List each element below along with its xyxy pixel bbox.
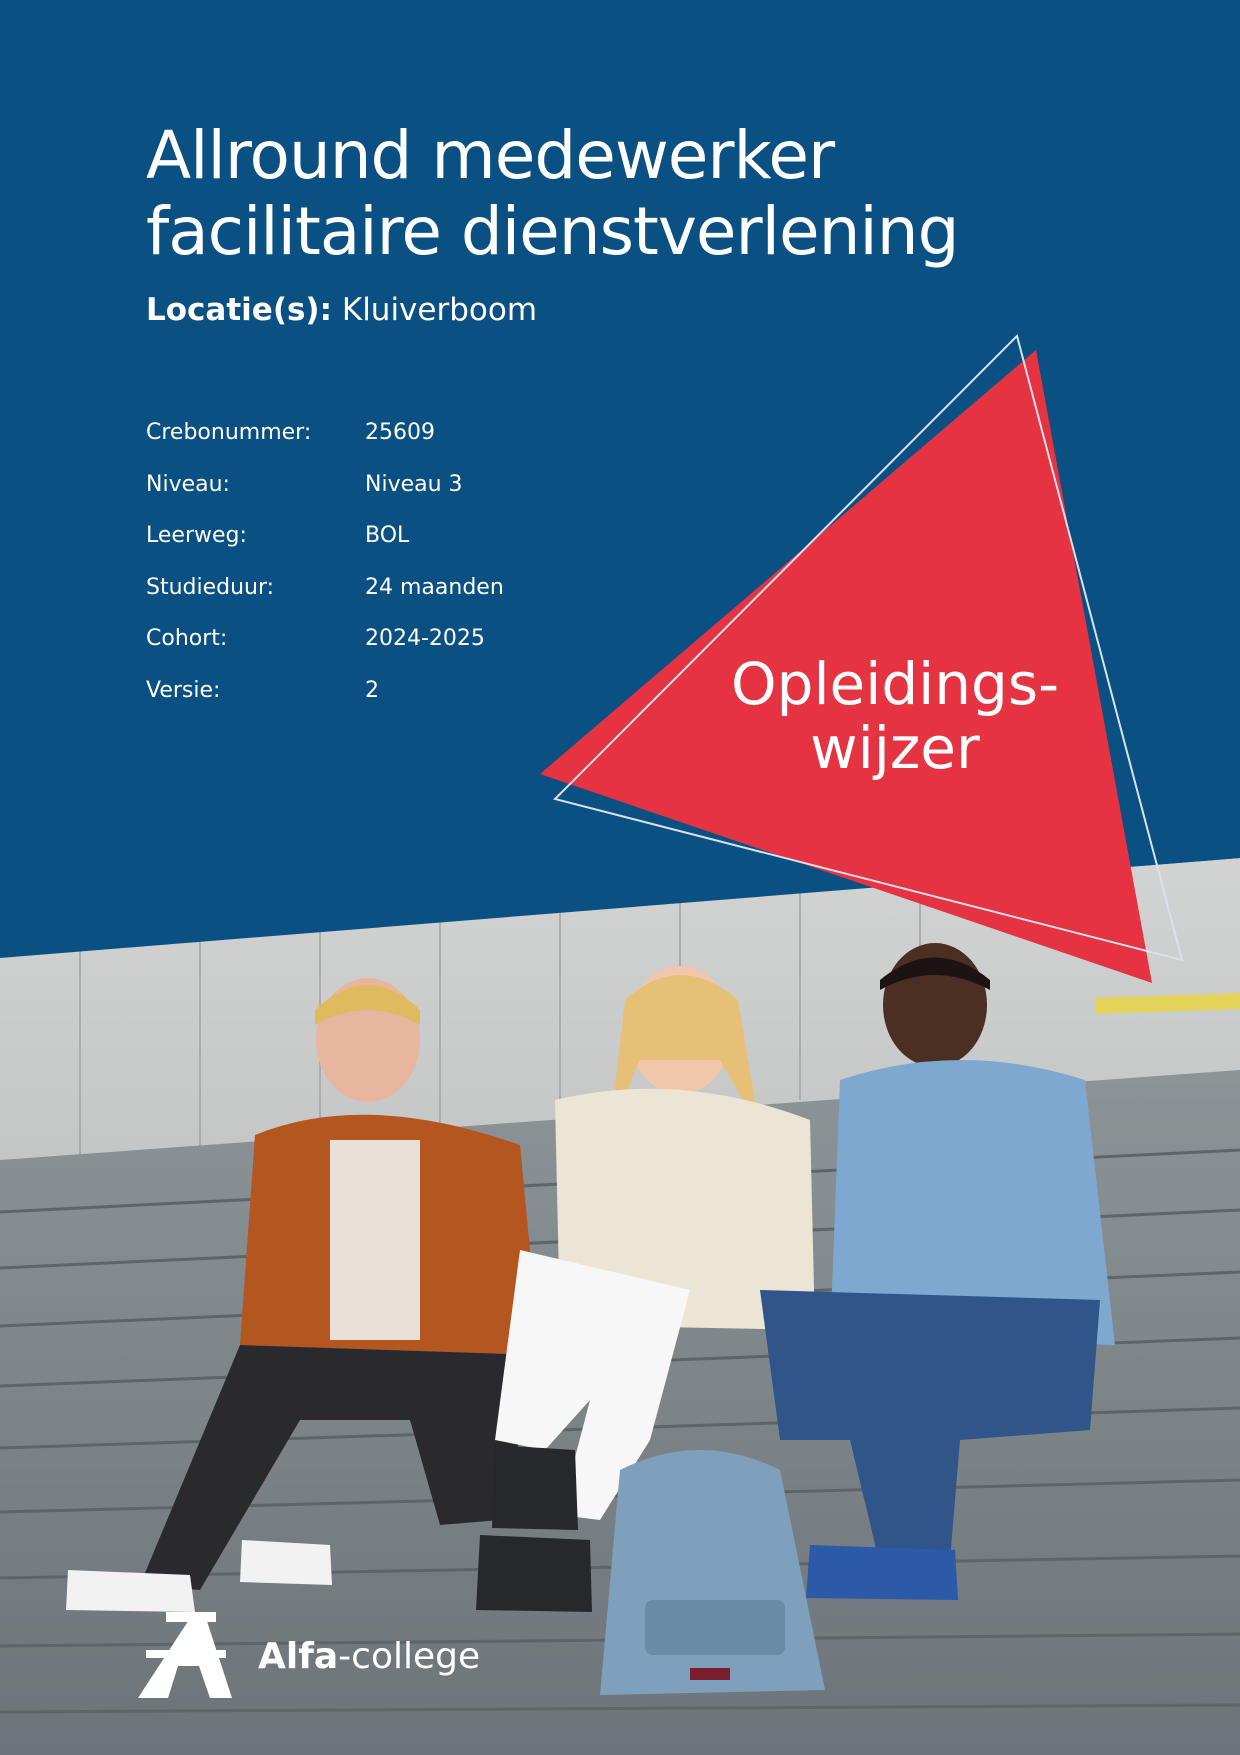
title-line-1: Allround medewerker	[146, 117, 835, 194]
spec-label: Studieduur:	[146, 574, 275, 600]
spec-label: Versie:	[146, 677, 221, 703]
spec-value: 25609	[365, 420, 435, 445]
spec-row	[146, 575, 504, 627]
brand-name-strong: Alfa	[258, 1636, 339, 1677]
spec-label: Leerweg:	[146, 523, 247, 548]
spec-row	[146, 523, 504, 575]
spec-row	[146, 420, 504, 472]
spec-label: Niveau:	[146, 471, 230, 497]
location-label: Locatie(s):	[146, 292, 332, 328]
location-line	[146, 292, 537, 328]
title-line-2: facilitaire dienstverlening	[146, 193, 959, 270]
guide-badge-text	[690, 652, 1100, 780]
spec-value: Niveau 3	[365, 471, 463, 497]
badge-line-2: wijzer	[810, 714, 980, 782]
brand-wordmark	[258, 1636, 480, 1677]
spec-value: BOL	[365, 523, 410, 548]
spec-row	[146, 678, 504, 730]
spec-row	[146, 626, 504, 678]
program-details	[146, 420, 504, 729]
spec-value: 2024-2025	[365, 626, 485, 651]
brand-name-rest: -college	[338, 1636, 481, 1677]
spec-value: 24 maanden	[365, 574, 504, 600]
spec-label: Cohort:	[146, 626, 228, 651]
location-value: Kluiverboom	[341, 292, 538, 328]
spec-value: 2	[365, 677, 379, 703]
spec-row	[146, 472, 504, 524]
badge-line-1: Opleidings-	[730, 650, 1060, 718]
page-title	[146, 118, 958, 270]
spec-label: Crebonummer:	[146, 420, 312, 445]
